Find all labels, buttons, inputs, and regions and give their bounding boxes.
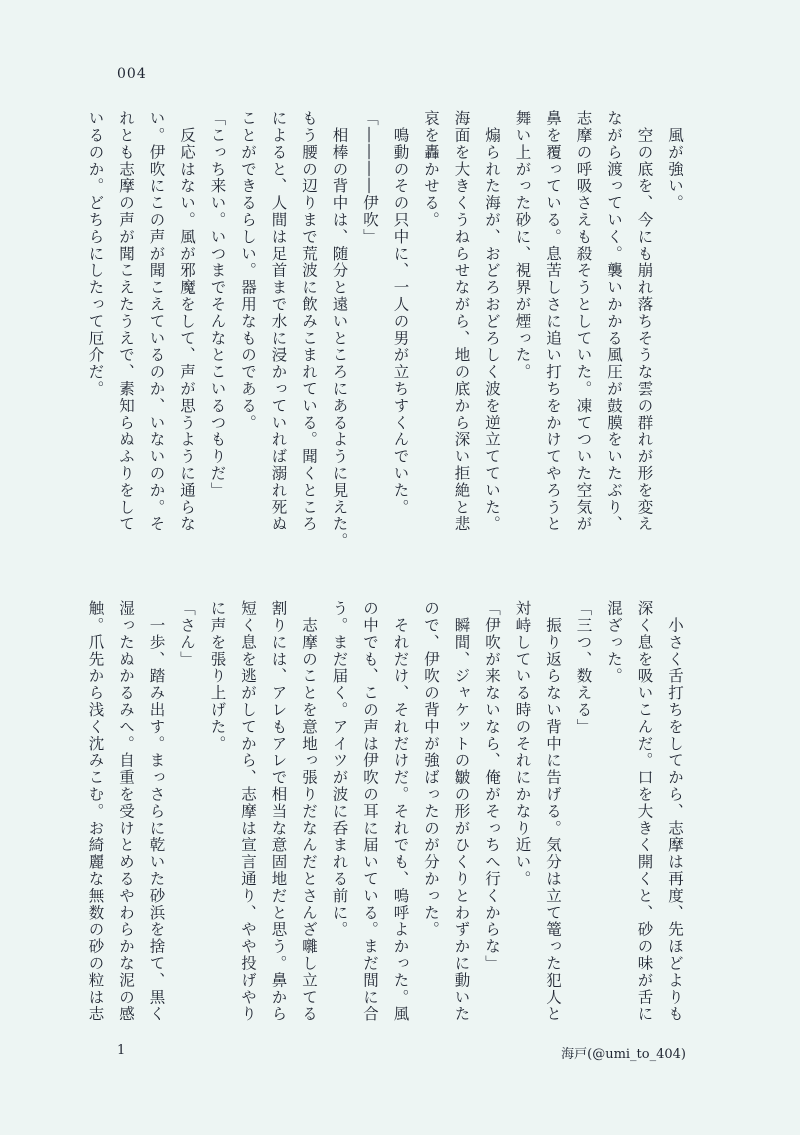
text-line: ことができるらしい。器用なものである。 bbox=[239, 110, 257, 432]
text-line: 煽られた海が、おどろおどろしく波を逆立てていた。 bbox=[483, 110, 501, 533]
text-line: 短く息を逃がしてから、志摩は宣言通り、やや投げやり bbox=[239, 600, 257, 1023]
text-line: 「こっち来い。いつまでそんなとこいるつもりだ」 bbox=[208, 110, 227, 499]
text-line: れとも志摩の声が聞こえたうえで、素知らぬふりをして bbox=[117, 110, 135, 533]
text-line: によると、人間は足首まで水に浸かっていれば溺れ死ぬ bbox=[269, 110, 288, 533]
text-line: ので、伊吹の背中が強ばったのが分かった。 bbox=[422, 600, 440, 938]
text-line: 振り返らない背中に告げる。気分は立て篭った犯人と bbox=[544, 600, 562, 1023]
text-line: 「伊吹が来ないなら、俺がそっちへ行くからな」 bbox=[483, 600, 501, 972]
upper-text-block bbox=[80, 110, 690, 555]
text-line: 対峙している時のそれにかなり近い。 bbox=[513, 600, 532, 888]
text-line: 風が強い。 bbox=[666, 110, 684, 212]
text-line: 相棒の背中は、随分と遠いところにあるように見えた。 bbox=[330, 110, 349, 550]
section-number: 004 bbox=[117, 66, 147, 82]
text-line: 鳴動のその只中に、一人の男が立ちすくんでいた。 bbox=[391, 110, 410, 516]
text-line: 瞬間、ジャケットの皺の形がひくりとわずかに動いた bbox=[452, 600, 471, 1023]
text-line: 空の底を、今にも崩れ落ちそうな雲の群れが形を変え bbox=[635, 110, 654, 533]
text-line: 「さん」 bbox=[178, 600, 196, 668]
text-line: 一歩、踏み出す。まっさらに乾いた砂浜を捨て、黒く bbox=[147, 600, 166, 1023]
text-line: 「三つ、数える」 bbox=[574, 600, 593, 736]
text-line: ながら渡っていく。襲いかかる風圧が鼓膜をいたぶり、 bbox=[605, 110, 623, 533]
text-line: 志摩のことを意地っ張りだなんだとさんざ囃し立てる bbox=[300, 600, 318, 1023]
lower-text-block bbox=[80, 600, 690, 1030]
text-line: 「――――伊吹」 bbox=[361, 110, 379, 246]
text-line: 混ざった。 bbox=[605, 600, 623, 685]
text-line: 割りには、アレもアレで相当な意固地だと思う。鼻から bbox=[269, 600, 288, 1023]
text-line: 触。爪先から浅く沈みこむ。お綺麗な無数の砂の粒は志 bbox=[86, 600, 105, 1023]
text-line: 小さく舌打ちをしてから、志摩は再度、先ほどよりも bbox=[666, 600, 684, 1023]
text-line: 哀を轟かせる。 bbox=[422, 110, 440, 229]
text-line: 湿ったぬかるみへ。自重を受けとめるやわらかな泥の感 bbox=[117, 600, 135, 1023]
text-line: 海面を大きくうねらせながら、地の底から深い拒絶と悲 bbox=[452, 110, 471, 533]
text-line: もう腰の辺りまで荒波に飲みこまれている。聞くところ bbox=[300, 110, 318, 533]
page-number: 1 bbox=[117, 1043, 126, 1058]
text-line: い。伊吹にこの声が聞こえているのか、いないのか。そ bbox=[147, 110, 166, 533]
text-line: いるのか。どちらにしたって厄介だ。 bbox=[86, 110, 105, 398]
author-credit: 海戸(@umi_to_404) bbox=[561, 1047, 686, 1062]
text-line: に声を張り上げた。 bbox=[208, 600, 227, 753]
text-line: 深く息を吸いこんだ。口を大きく開くと、砂の味が舌に bbox=[635, 600, 654, 1023]
text-line: 志摩の呼吸さえも殺そうとしていた。凍てついた空気が bbox=[574, 110, 593, 533]
text-line: 舞い上がった砂に、視界が煙った。 bbox=[513, 110, 532, 381]
text-line: 反応はない。風が邪魔をして、声が思うように通らな bbox=[178, 110, 196, 533]
text-line: の中でも、この声は伊吹の耳に届いている。まだ間に合 bbox=[361, 600, 379, 1023]
text-line: それだけ、それだけだ。それでも、嗚呼よかった。風 bbox=[391, 600, 410, 1023]
text-line: 鼻を覆っている。息苦しさに追い打ちをかけてやろうと bbox=[544, 110, 562, 533]
text-line: う。まだ届く。アイツが波に呑まれる前に。 bbox=[330, 600, 349, 938]
